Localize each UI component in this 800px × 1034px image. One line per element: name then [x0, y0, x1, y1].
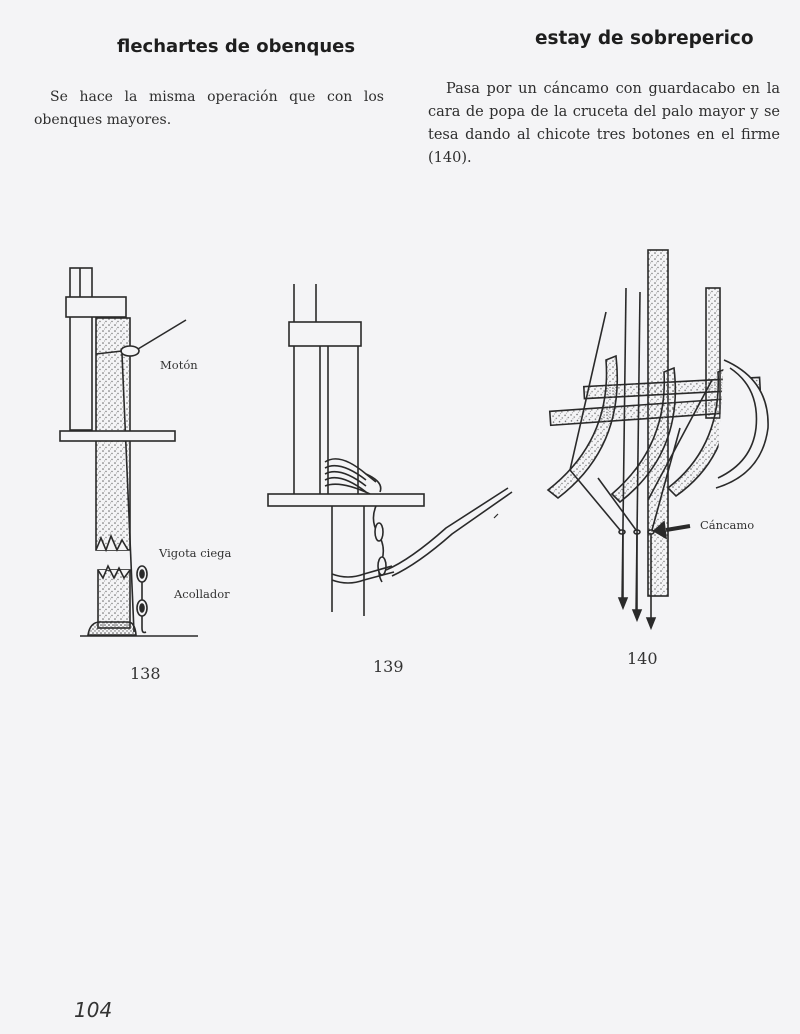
figure-number-138: 138 — [130, 664, 161, 683]
label-moton: Motón — [160, 358, 198, 372]
figure-140 — [548, 250, 768, 628]
section-heading-flechartes: flechartes de obenques — [117, 36, 356, 57]
section-heading-estay: estay de sobreperico — [535, 28, 754, 49]
label-acollador: Acollador — [174, 587, 230, 601]
figure-number-140: 140 — [627, 649, 658, 668]
label-cancamo: Cáncamo — [700, 518, 755, 532]
label-vigota-ciega: Vigota ciega — [159, 546, 232, 560]
figure-138 — [60, 268, 198, 636]
page-number: 104 — [74, 998, 113, 1022]
paragraph-flechartes: Se hace la misma operación que con los obenques mayores. — [34, 89, 384, 128]
figure-139 — [268, 284, 512, 616]
figure-number-139: 139 — [373, 657, 404, 676]
paragraph-estay: Pasa por un cáncamo con guardacabo en la cara de popa de la cruceta del palo mayor y se tesa dando al chicote tres botones en el firme (140). — [428, 81, 780, 166]
